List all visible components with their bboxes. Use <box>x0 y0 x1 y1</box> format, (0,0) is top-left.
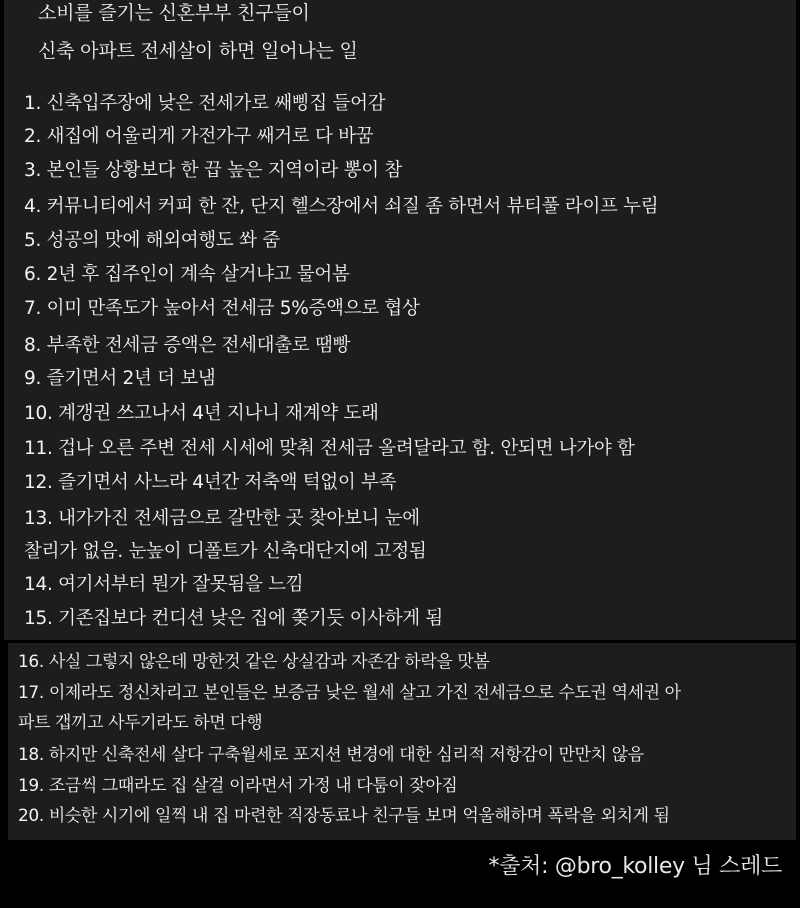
list-item: 20. 비슷한 시기에 일찍 내 집 마련한 직장동료나 친구들 보며 억울해하며 폭락을 외치게 됨 <box>18 806 670 826</box>
list-item: 19. 조금씩 그때라도 집 살걸 이라면서 가정 내 다툼이 잦아짐 <box>18 776 458 796</box>
list-item: 18. 하지만 신축전세 살다 구축월세로 포지션 변경에 대한 심리적 저항감이 만만치 않음 <box>18 745 644 765</box>
list-item-continued: 파트 갭끼고 사두기라도 하면 다행 <box>18 713 263 733</box>
list-item: 3. 본인들 상황보다 한 끕 높은 지역이라 뽕이 참 <box>24 160 402 181</box>
title-line-2: 신축 아파트 전세살이 하면 일어나는 일 <box>38 40 358 62</box>
list-item: 7. 이미 만족도가 높아서 전세금 5%증액으로 협상 <box>24 298 420 319</box>
text-panel-top <box>4 0 796 640</box>
list-item: 4. 커뮤니티에서 커피 한 잔, 단지 헬스장에서 쇠질 좀 하면서 뷰티풀 라이프 누림 <box>24 196 659 217</box>
list-item: 5. 성공의 맛에 해외여행도 쏴 줌 <box>24 230 280 251</box>
list-item: 13. 내가가진 전세금으로 갈만한 곳 찾아보니 눈에 <box>24 508 420 529</box>
list-item: 15. 기존집보다 컨디션 낮은 집에 쫒기듯 이사하게 됨 <box>24 608 444 629</box>
list-item: 12. 즐기면서 사느라 4년간 저축액 턱없이 부족 <box>24 472 397 493</box>
list-item: 1. 신축입주장에 낮은 전세가로 쌔삥집 들어감 <box>24 93 386 114</box>
list-item: 14. 여기서부터 뭔가 잘못됨을 느낌 <box>24 574 304 595</box>
list-item: 17. 이제라도 정신차리고 본인들은 보증금 낮은 월세 살고 가진 전세금으로 수도권 역세권 아 <box>18 683 681 703</box>
list-item: 6. 2년 후 집주인이 계속 살거냐고 물어봄 <box>24 264 350 285</box>
list-item: 10. 계갱권 쓰고나서 4년 지나니 재계약 도래 <box>24 403 379 424</box>
source-credit: *출처: @bro_kolley 님 스레드 <box>488 854 782 879</box>
list-item: 11. 겁나 오른 주변 전세 시세에 맞춰 전세금 올려달라고 함. 안되면 나가야 함 <box>24 438 635 459</box>
list-item: 8. 부족한 전세금 증액은 전세대출로 땜빵 <box>24 335 351 356</box>
list-item: 16. 사실 그렇지 않은데 망한것 같은 상실감과 자존감 하락을 맛봄 <box>18 652 490 672</box>
list-item: 9. 즐기면서 2년 더 보냄 <box>24 368 216 389</box>
text-panel-bottom <box>8 643 796 840</box>
title-line-1: 소비를 즐기는 신혼부부 친구들이 <box>38 2 310 24</box>
list-item: 2. 새집에 어울리게 가전가구 쌔거로 다 바꿈 <box>24 126 374 147</box>
list-item-continued: 찰리가 없음. 눈높이 디폴트가 신축대단지에 고정됨 <box>24 541 427 562</box>
